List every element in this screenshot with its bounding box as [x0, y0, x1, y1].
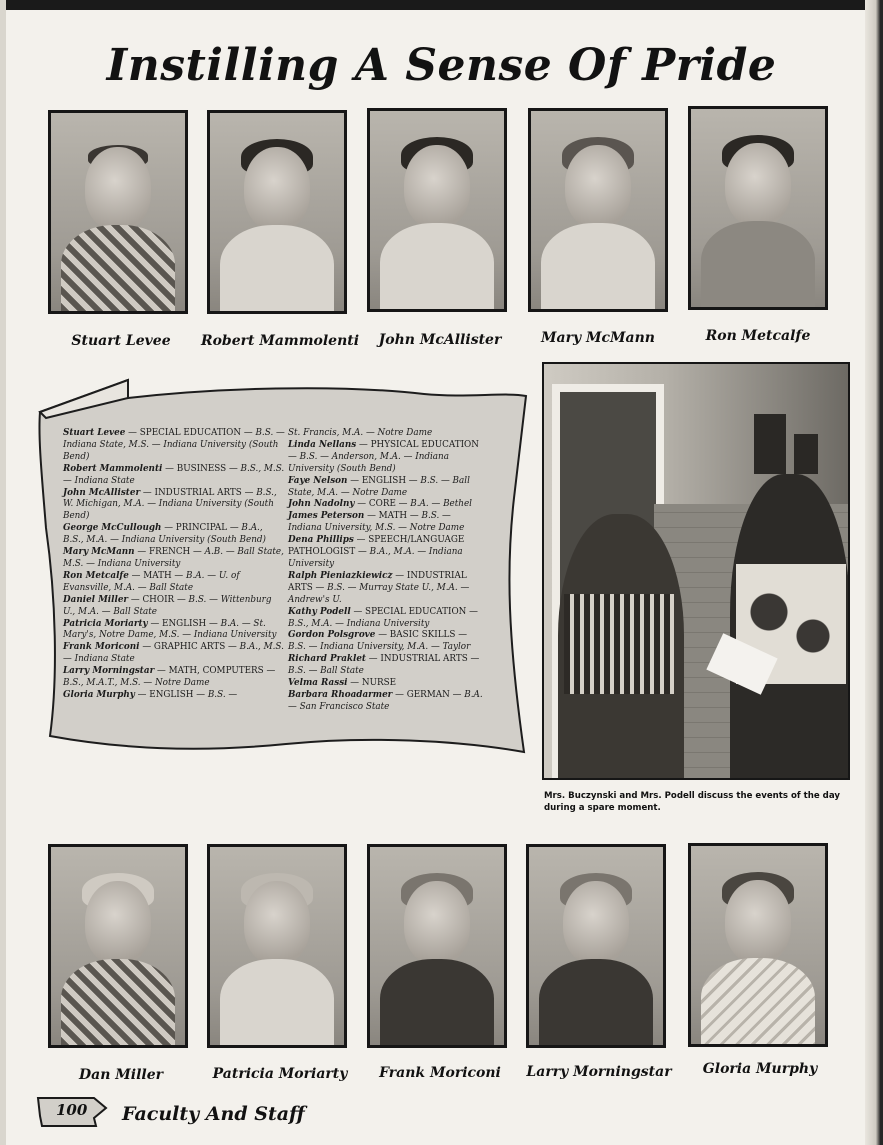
directory-entry — [288, 428, 484, 440]
entry-degrees: — B.S. — Indiana University, M.S. — Notre Dame — [288, 511, 465, 534]
entry-name: John McAllister — [63, 487, 141, 498]
directory-entry — [63, 428, 285, 464]
entry-name: Dena Phillips — [288, 535, 354, 546]
entry-role: — BASIC SKILLS — [375, 630, 456, 641]
directory-entry — [63, 619, 285, 643]
entry-role: — PRINCIPAL — [161, 523, 228, 534]
directory-entry — [288, 511, 484, 535]
name-label: John McAllister — [378, 332, 502, 348]
section-title: Faculty And Staff — [122, 1103, 305, 1125]
name-label: Patricia Moriarty — [212, 1066, 348, 1082]
entry-name: Faye Nelson — [288, 475, 348, 486]
entry-degrees: St. Francis, M.A. — Notre Dame — [288, 428, 433, 438]
entry-role: — NURSE — [347, 678, 397, 689]
entry-role: — INDUSTRIAL ARTS — [140, 487, 242, 498]
entry-degrees: — B.A. — U. of Evansville, M.A. — Ball State — [63, 570, 240, 593]
entry-degrees: — B.S., M.A.T., M.S. — Notre Dame — [63, 666, 276, 689]
name-label: Frank Moriconi — [379, 1065, 501, 1081]
directory-entry — [288, 654, 484, 678]
entry-name: John Nadolny — [288, 499, 355, 510]
entry-name: James Peterson — [288, 511, 365, 522]
entry-name: Kathy Podell — [288, 606, 351, 617]
entry-degrees: — B.A., B.S., M.A. — Indiana University (South Bend) — [63, 523, 266, 546]
entry-role: — MATH, COMPUTERS — [154, 666, 264, 677]
name-label: Robert Mammolenti — [200, 333, 360, 349]
entry-name: Linda Nellans — [288, 439, 357, 450]
entry-role: — MATH — [364, 511, 408, 522]
entry-degrees: — B.S., W. Michigan, M.A. — Indiana University (South Bend) — [63, 487, 277, 522]
entry-degrees: — B.S. — Indiana University, M.A. — Taylor — [288, 630, 471, 653]
directory-entry — [63, 571, 285, 595]
directory-entry — [288, 607, 484, 631]
portrait-patricia-moriarty — [207, 844, 347, 1048]
directory-entry — [63, 464, 285, 488]
entry-role: — SPECIAL EDUCATION — [350, 606, 467, 617]
name-label: Mary McMann — [541, 330, 655, 346]
entry-name: Larry Morningstar — [63, 666, 155, 677]
entry-role: — BUSINESS — [162, 463, 227, 474]
entry-role: — INDUSTRIAL ARTS — [288, 570, 467, 593]
directory-entry — [63, 595, 285, 619]
entry-name: George McCullough — [63, 523, 162, 534]
entry-role: — CORE — [354, 499, 396, 510]
entry-degrees: — B.A., M.S. — Indiana State — [63, 642, 284, 665]
directory-entry — [288, 440, 484, 476]
left-page-edge — [0, 0, 6, 1145]
name-label: Stuart Levee — [71, 333, 171, 349]
entry-role: — INDUSTRIAL ARTS — [366, 654, 468, 665]
page-number: 100 — [56, 1101, 88, 1119]
entry-role: — GRAPHIC ARTS — [139, 642, 226, 653]
portrait-frank-moriconi — [367, 844, 507, 1048]
entry-name: Gordon Polsgrove — [288, 630, 376, 641]
entry-role: — ENGLISH — [134, 689, 194, 700]
entry-role: — CHOIR — [128, 594, 175, 605]
portrait-robert-mammolenti — [207, 110, 347, 314]
directory-column-left — [63, 428, 285, 702]
directory-entry — [288, 476, 484, 500]
entry-name: Gloria Murphy — [63, 689, 135, 700]
entry-degrees: — B.S., M.S. — Indiana State — [63, 463, 285, 486]
entry-name: Stuart Levee — [63, 428, 126, 438]
entry-role: — GERMAN — [392, 689, 450, 700]
entry-name: Ron Metcalfe — [63, 570, 129, 581]
entry-role: — PHYSICAL EDUCATION — [356, 439, 479, 450]
entry-role: — SPEECH/LANGUAGE PATHOLOGIST — [288, 535, 465, 558]
directory-entry — [288, 690, 484, 714]
directory-entry — [63, 488, 285, 524]
entry-degrees: — B.S. — Wittenburg U., M.A. — Ball State — [63, 594, 272, 617]
directory-entry — [63, 547, 285, 571]
name-label: Ron Metcalfe — [705, 328, 811, 344]
entry-role: — MATH — [128, 570, 172, 581]
page-title: Instilling A Sense Of Pride — [106, 40, 777, 91]
entry-degrees: — B.S. — Ball State, M.A. — Notre Dame — [288, 475, 470, 498]
entry-degrees: — B.S. — Murray State U., M.A. — Andrew's U. — [288, 582, 470, 605]
portrait-ron-metcalfe — [688, 106, 828, 310]
name-label: Dan Miller — [79, 1067, 163, 1083]
entry-role: — FRENCH — [134, 547, 191, 558]
entry-name: Ralph Pieniazkiewicz — [288, 570, 393, 581]
entry-role: — ENGLISH — [147, 618, 207, 629]
staff-directory-banner — [36, 378, 528, 758]
book-spine — [865, 0, 883, 1145]
name-label: Larry Morningstar — [526, 1064, 672, 1080]
entry-degrees: — B.A. — St. Mary's, Notre Dame, M.S. — Indiana University — [63, 618, 277, 641]
directory-entry — [288, 535, 484, 571]
entry-name: Barbara Rhoadarmer — [288, 689, 393, 700]
directory-entry — [288, 678, 484, 690]
portrait-larry-morningstar — [526, 844, 666, 1048]
directory-entry — [63, 666, 285, 690]
entry-degrees: — B.A., M.A. — Indiana University — [288, 547, 463, 569]
portrait-mary-mcmann — [528, 108, 668, 312]
directory-entry — [63, 523, 285, 547]
name-label: Gloria Murphy — [702, 1061, 818, 1077]
portrait-dan-miller — [48, 844, 188, 1048]
directory-entry — [63, 642, 285, 666]
entry-role: — SPECIAL EDUCATION — [125, 428, 242, 438]
entry-degrees: — A.B. — Ball State, M.S. — Indiana University — [63, 547, 284, 569]
entry-degrees: — B.S., M.A. — Indiana University — [288, 606, 478, 629]
top-edge — [0, 0, 883, 10]
entry-name: Mary McMann — [63, 547, 135, 558]
entry-name: Velma Rassi — [288, 678, 348, 689]
entry-role: — ENGLISH — [347, 475, 406, 486]
entry-degrees: — B.A. — San Francisco State — [288, 689, 483, 712]
directory-entry — [288, 630, 484, 654]
photo-caption: Mrs. Buczynski and Mrs. Podell discuss the events of the day during a spare moment. — [544, 791, 840, 813]
entry-name: Frank Moriconi — [63, 642, 140, 653]
entry-name: Richard Praklet — [288, 654, 366, 665]
directory-entry — [63, 690, 285, 702]
candid-hallway-photo — [542, 362, 850, 780]
entry-degrees: — B.S. — Anderson, M.A. — Indiana University (South Bend) — [288, 451, 449, 474]
entry-name: Patricia Moriarty — [63, 618, 148, 629]
entry-degrees: — B.A. — Bethel — [395, 499, 472, 510]
directory-entry — [288, 571, 484, 607]
entry-degrees: — B.S. — Indiana State, M.S. — Indiana University (South Bend) — [63, 428, 285, 462]
portrait-stuart-levee — [48, 110, 188, 314]
directory-column-right — [288, 428, 484, 714]
entry-name: Robert Mammolenti — [63, 463, 163, 474]
directory-entry — [288, 499, 484, 511]
entry-degrees: — B.S. — — [193, 689, 238, 700]
portrait-gloria-murphy — [688, 843, 828, 1047]
portrait-john-mcallister — [367, 108, 507, 312]
entry-name: Daniel Miller — [63, 594, 129, 605]
entry-degrees: — B.S. — Ball State — [288, 654, 480, 677]
